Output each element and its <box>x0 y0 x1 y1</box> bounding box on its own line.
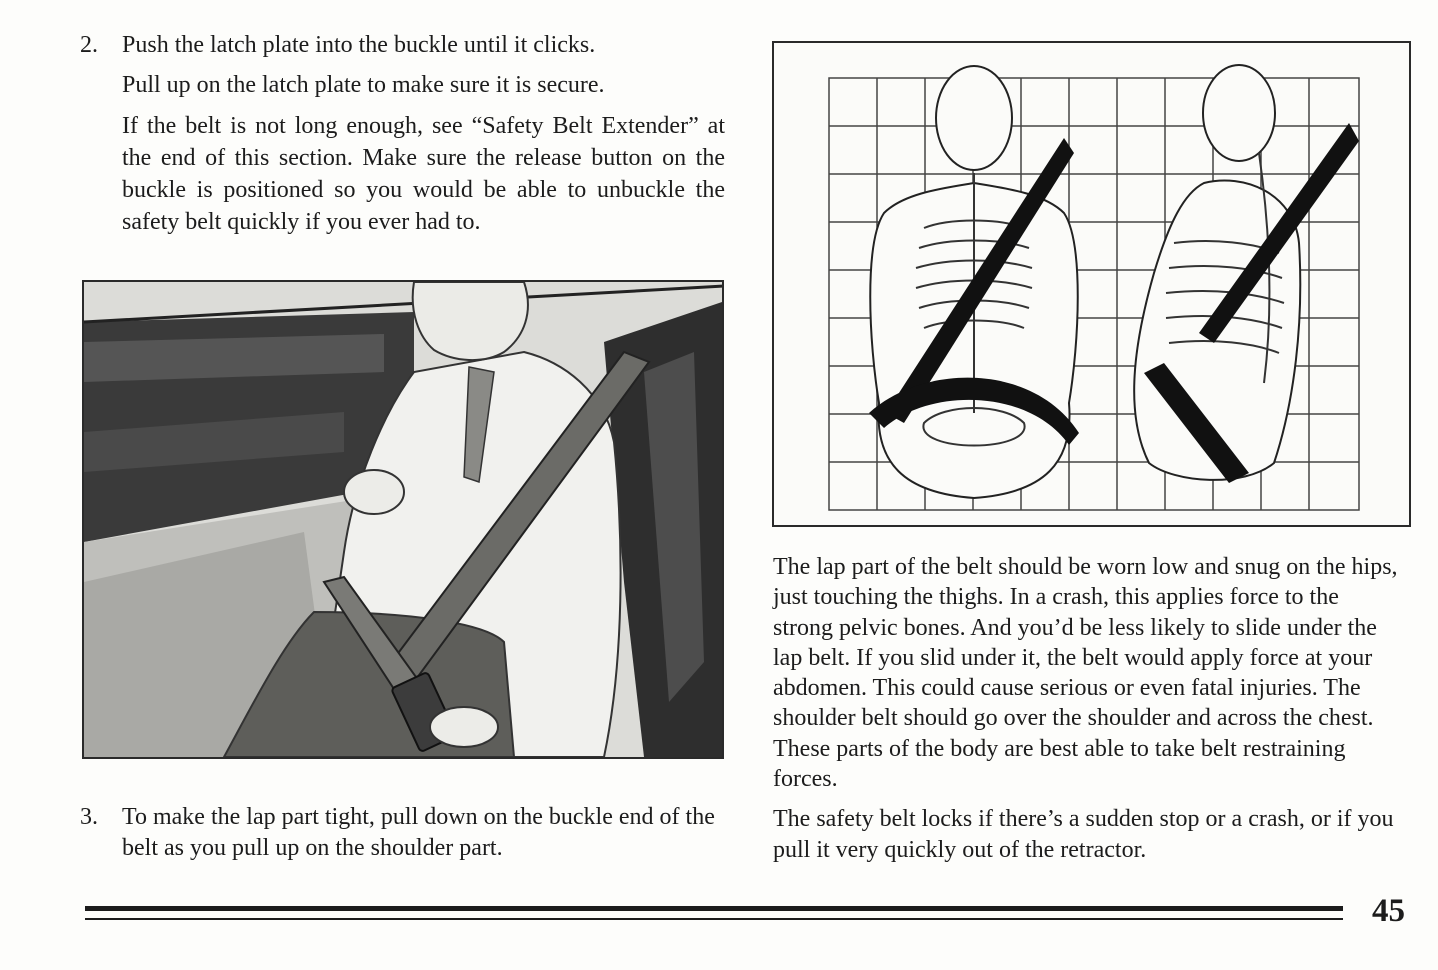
step-2-number: 2. <box>80 32 98 58</box>
skeleton-belt-diagram <box>772 41 1411 527</box>
step-2-extender-note: If the belt is not long enough, see “Safety Belt Extender” at the end of this section. Make sure the release button on the buckle is positioned so you would be able to unbuckle the safety belt quickly if you ever had to. <box>122 113 725 235</box>
step-3-number: 3. <box>80 804 98 830</box>
belt-lock-explanation: The safety belt locks if there’s a sudden stop or a crash, or if you pull it very quickly out of the retractor. <box>773 806 1394 863</box>
lap-belt-explanation: The lap part of the belt should be worn low and snug on the hips, just touching the thighs. In a crash, this applies force to the strong pelvic bones. And you’d be less likely to slide under the lap belt. If you slid under it, the belt would apply force at your abdomen. This could cause serious or even fatal injuries. The shoulder belt should go over the shoulder and across the chest. These parts of the body are best able to take belt restraining forces. <box>773 554 1398 793</box>
page-number: 45 <box>1372 893 1405 929</box>
step-2 <box>80 30 725 238</box>
footer-rule-thick <box>85 906 1343 911</box>
buckling-illustration <box>82 280 724 759</box>
step-3 <box>80 802 742 873</box>
step-2-instruction: Push the latch plate into the buckle until it clicks. <box>122 32 596 58</box>
right-column <box>773 552 1403 875</box>
step-3-instruction: To make the lap part tight, pull down on the buckle end of the belt as you pull up on the shoulder part. <box>122 804 715 861</box>
left-column <box>80 30 725 247</box>
footer-rule-thin <box>85 918 1343 920</box>
step-2-check: Pull up on the latch plate to make sure it is secure. <box>122 72 605 98</box>
